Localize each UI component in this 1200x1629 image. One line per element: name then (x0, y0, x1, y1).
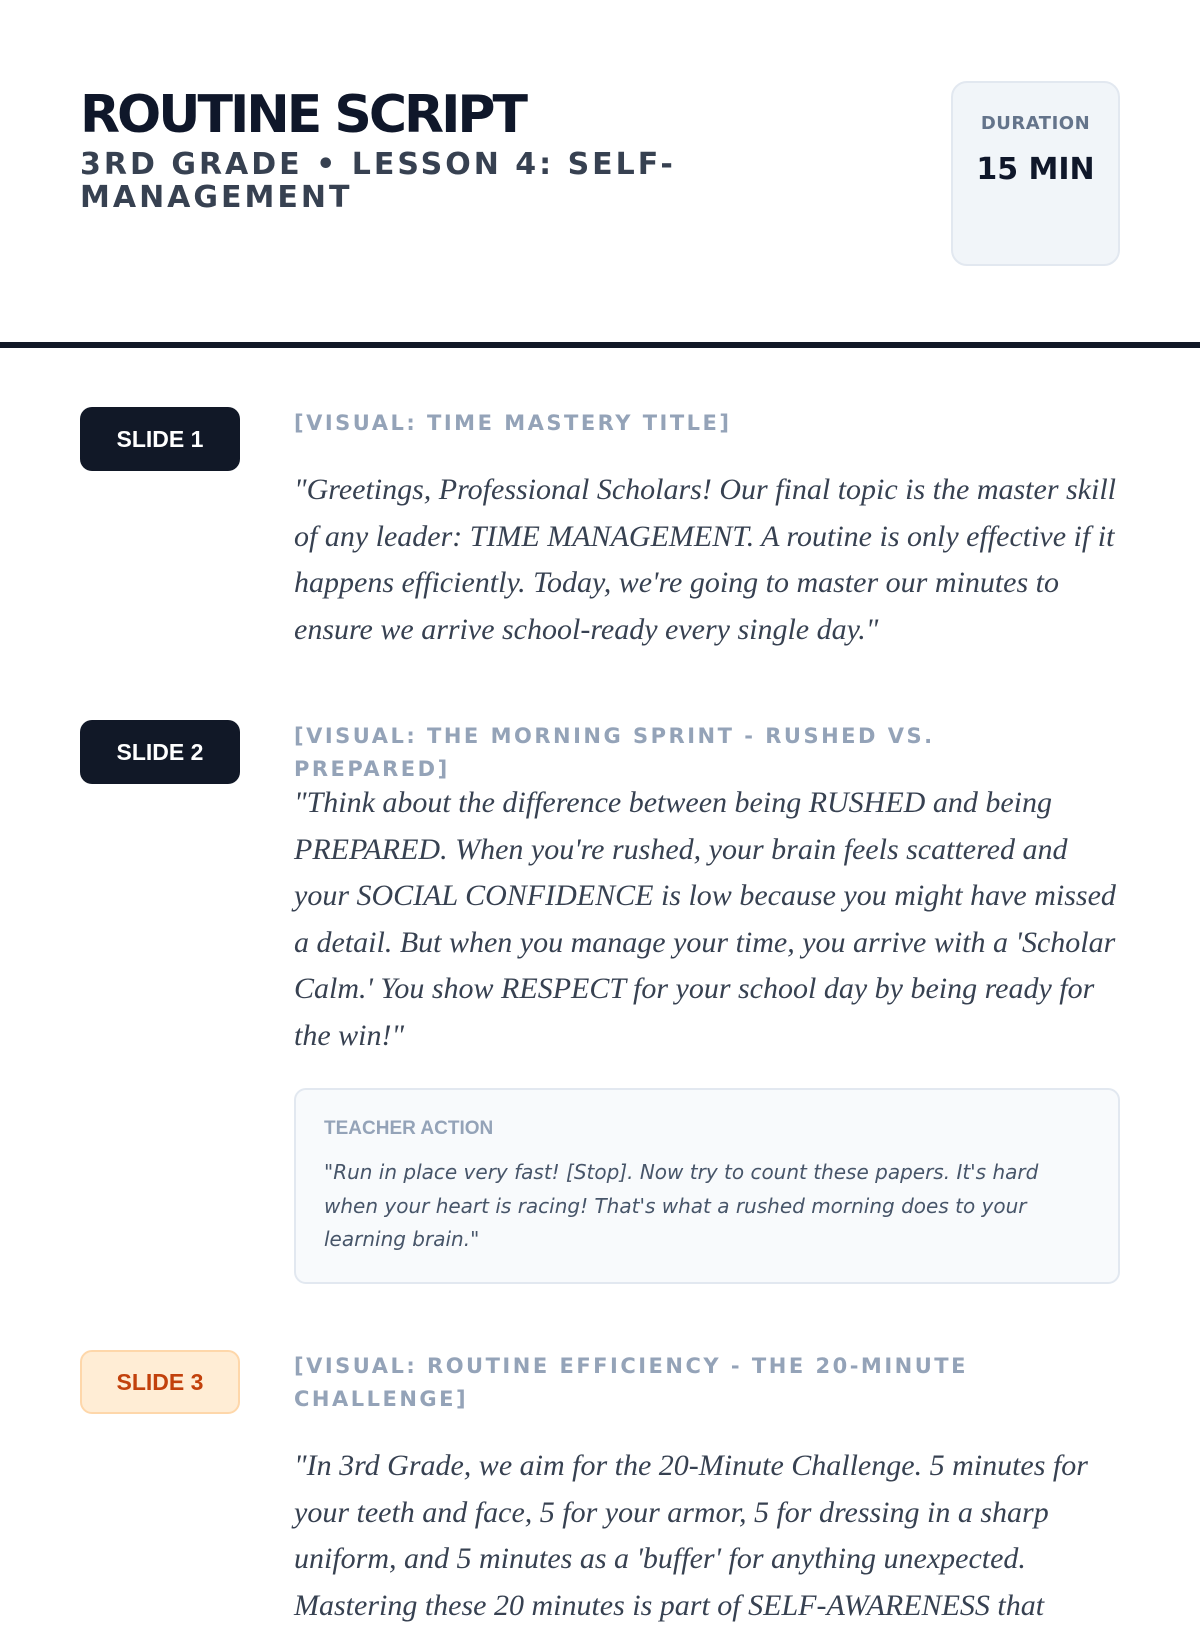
page-title: ROUTINE SCRIPT (80, 85, 526, 145)
slide-1-script: "Greetings, Professional Scholars! Our final topic is the master skill of any leader: TIME MANAGEMENT. A routine is only effective if it happens efficiently. Today, we're going to master our minutes to ensure we arrive school-ready every single day." (294, 473, 1116, 646)
duration-value: 15 MIN (976, 152, 1095, 187)
teacher-action-label: TEACHER ACTION (324, 1118, 494, 1139)
slide-3-badge: SLIDE 3 (80, 1350, 240, 1414)
slide-3-script: "In 3rd Grade, we aim for the 20-Minute Challenge. 5 minutes for your teeth and face, 5 for your armor, 5 for dressing in a sharp uniform, and 5 minutes as a 'buffer' for anything unexpected. Mastering these 20 minutes is part of SELF-AWARENESS that (294, 1449, 1088, 1622)
slide-1-badge: SLIDE 1 (80, 407, 240, 471)
lesson-subtitle: 3RD GRADE • LESSON 4: SELF-MANAGEMENT (80, 147, 676, 215)
teacher-action-text: "Run in place very fast! [Stop]. Now try to count these papers. It's hard when your heart is racing! That's what a rushed morning does to your learning brain." (324, 1160, 1039, 1251)
slide-2-script: "Think about the difference between being RUSHED and being PREPARED. When you're rushed, your brain feels scattered and your SOCIAL CONFIDENCE is low because you might have missed a detail. But when you manage your time, you arrive with a 'Scholar Calm.' You show RESPECT for your school day by being ready for the win!" (294, 786, 1116, 1052)
duration-label: DURATION (980, 113, 1091, 134)
duration-card (951, 81, 1120, 266)
slide-2-visual-note: [VISUAL: THE MORNING SPRINT - RUSHED VS. PREPARED] (294, 724, 935, 781)
page-header (0, 0, 1200, 348)
slide-3-visual-note: [VISUAL: ROUTINE EFFICIENCY - THE 20-MINUTE CHALLENGE] (294, 1354, 968, 1411)
slide-1-visual-note: [VISUAL: TIME MASTERY TITLE] (294, 411, 732, 435)
slide-2-badge: SLIDE 2 (80, 720, 240, 784)
teacher-action-box (294, 1088, 1120, 1284)
